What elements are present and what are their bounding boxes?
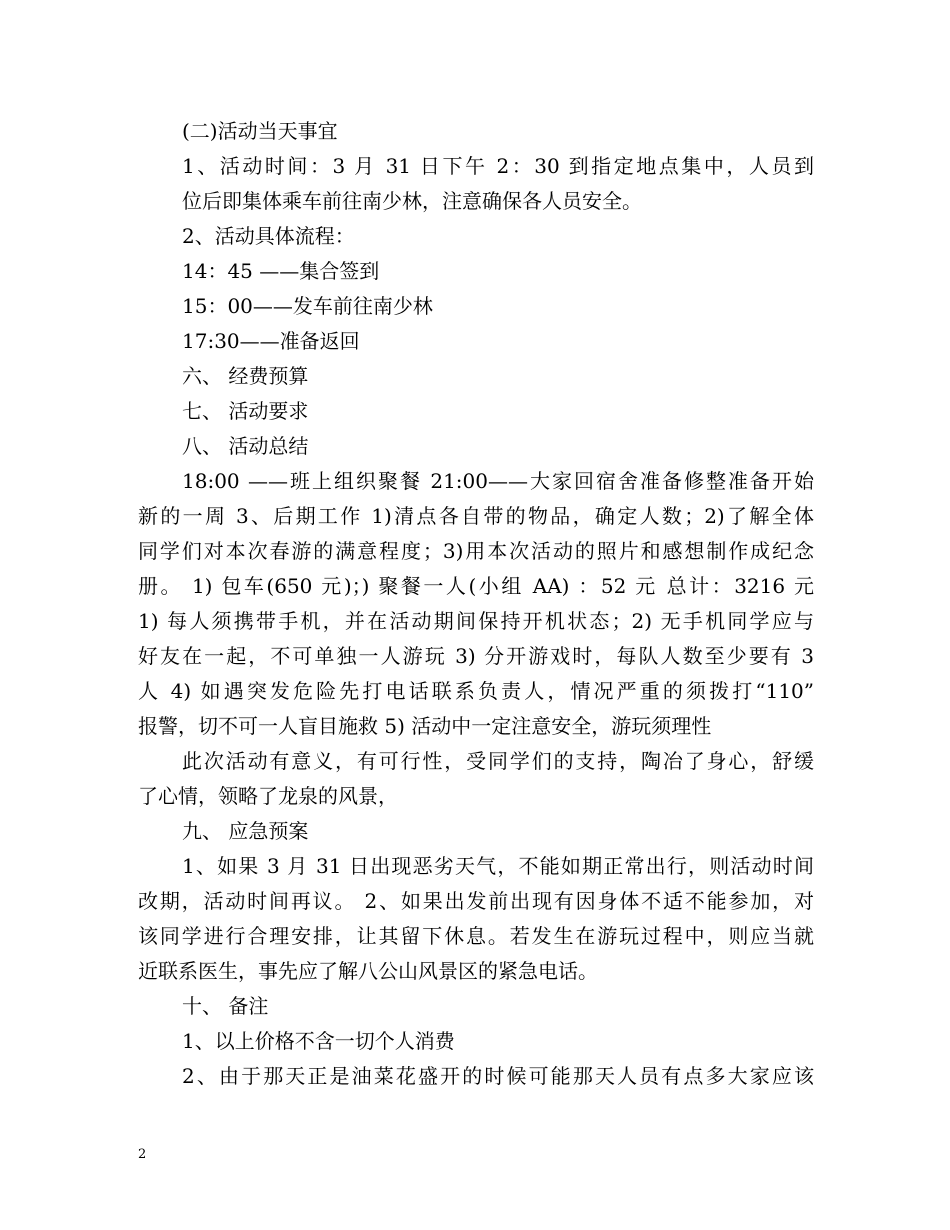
paragraph-line: 人 4) 如遇突发危险先打电话联系负责人，情况严重的须拨打“110” xyxy=(138,679,814,703)
document-body xyxy=(138,114,814,1094)
paragraph-line: 近联系医生，事先应了解八公山风景区的紧急电话。 xyxy=(138,959,598,983)
section-heading: (二)活动当天事宜 xyxy=(182,119,338,143)
paragraph-line: 册。 1) 包车(650 元)；) 聚餐一人(小组 AA) ：52 元 总计：3216 元 xyxy=(138,574,814,598)
paragraph-line: 报警，切不可一人盲目施救 5) 活动中一定注意安全，游玩须理性 xyxy=(138,714,712,738)
paragraph-line: 该同学进行合理安排，让其留下休息。若发生在游玩过程中，则应当就 xyxy=(138,924,814,948)
paragraph-line: 1、如果 3 月 31 日出现恶劣天气，不能如期正常出行，则活动时间 xyxy=(182,854,814,878)
schedule-item: 15：00——发车前往南少林 xyxy=(182,294,433,318)
paragraph-line: 1、活动时间：3 月 31 日下午 2：30 到指定地点集中，人员到 xyxy=(182,154,814,178)
paragraph-line: 同学们对本次春游的满意程度；3)用本次活动的照片和感想制作成纪念 xyxy=(138,539,814,563)
paragraph-line: 新的一周 3、后期工作 1)清点各自带的物品，确定人数；2)了解全体 xyxy=(138,504,814,528)
paragraph-line: 了心情，领略了龙泉的风景， xyxy=(138,784,398,808)
section-heading: 六、 经费预算 xyxy=(182,364,309,388)
paragraph-line: 位后即集体乘车前往南少林，注意确保各人员安全。 xyxy=(182,189,642,213)
paragraph-line: 好友在一起，不可单独一人游玩 3) 分开游戏时，每队人数至少要有 3 xyxy=(138,644,814,668)
paragraph-line: 改期，活动时间再议。 2、如果出发前出现有因身体不适不能参加，对 xyxy=(138,889,814,913)
schedule-item: 14：45 ——集合签到 xyxy=(182,259,380,283)
paragraph-line: 1) 每人须携带手机，并在活动期间保持开机状态；2) 无手机同学应与 xyxy=(138,609,814,633)
page-number: 2 xyxy=(138,1147,147,1162)
paragraph-line: 2、活动具体流程： xyxy=(182,224,355,248)
paragraph-line: 18:00 ——班上组织聚餐 21:00——大家回宿舍准备修整准备开始 xyxy=(182,469,814,493)
section-heading: 七、 活动要求 xyxy=(182,399,309,423)
paragraph-line: 1、以上价格不含一切个人消费 xyxy=(182,1029,455,1053)
section-heading: 九、 应急预案 xyxy=(182,819,309,843)
paragraph-line: 此次活动有意义，有可行性，受同学们的支持，陶冶了身心，舒缓 xyxy=(182,749,814,773)
section-heading: 八、 活动总结 xyxy=(182,434,309,458)
paragraph-line: 2、由于那天正是油菜花盛开的时候可能那天人员有点多大家应该 xyxy=(182,1064,814,1088)
schedule-item: 17:30——准备返回 xyxy=(182,329,360,353)
section-heading: 十、 备注 xyxy=(182,994,269,1018)
